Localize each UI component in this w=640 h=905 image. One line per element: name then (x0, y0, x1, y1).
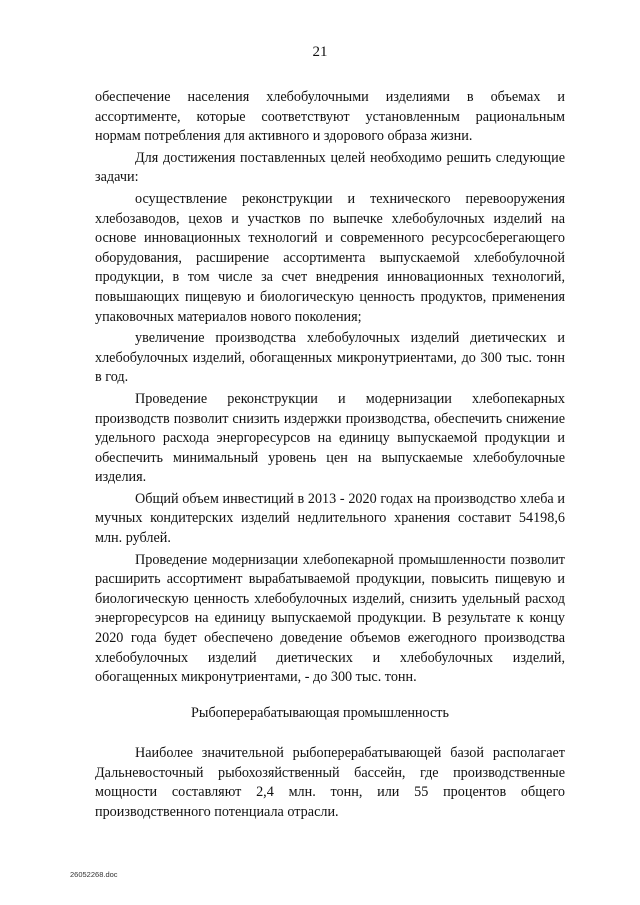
section-title: Рыбоперерабатывающая промышленность (191, 705, 449, 721)
paragraph: осуществление реконструкции и технического перевооружения хлебозаводов, цехов и участков по выпечке хлебобулочных изделий на основе инновационных технологий и современного ресурсосберегающего оборудования, расширение ассортимента выпускаемой хлебобулочной продукции, в том числе за счет внедрения инновационных технологий, повышающих пищевую и биологическую ценность продуктов, применения упаковочных материалов нового поколения; (95, 190, 565, 325)
paragraph: Общий объем инвестиций в 2013 - 2020 годах на производство хлеба и мучных кондитерских изделий недлительного хранения составит 54198,6 млн. рублей. (95, 490, 565, 547)
section-body-text (95, 744, 565, 822)
paragraph: Для достижения поставленных целей необходимо решить следующие задачи: (95, 149, 565, 186)
paragraph: Проведение модернизации хлебопекарной промышленности позволит расширить ассортимент вырабатываемой продукции, повысить пищевую и биологическую ценность хлебобулочных изделий, снизить удельный расход энергоресурсов на единицу выпускаемой продукции. В результате к концу 2020 года будет обеспечено доведение объемов ежегодного производства хлебобулочных изделий диетических и хлебобулочных изделий, обогащенных микронутриентами, - до 300 тыс. тонн. (95, 551, 565, 686)
paragraph: увеличение производства хлебобулочных изделий диетических и хлебобулочных изделий, обогащенных микронутриентами, до 300 тыс. тонн в год. (95, 330, 565, 386)
paragraph: обеспечение населения хлебобулочными изделиями в объемах и ассортименте, которые соответствуют установленным рациональным нормам потребления для активного и здорового образа жизни. (95, 89, 565, 145)
file-name-footer: 26052268.doc (70, 870, 118, 879)
body-text (95, 88, 565, 688)
paragraph: Проведение реконструкции и модернизации хлебопекарных производств позволит снизить издержки производства, обеспечить снижение удельного расхода энергоресурсов на единицу выпускаемой продукции и обеспечить минимальный уровень цен на выпускаемые хлебобулочные изделия. (95, 390, 565, 486)
paragraph: Наиболее значительной рыбоперерабатывающей базой располагает Дальневосточный рыбохозяйственный бассейн, где производственные мощности составляют 2,4 млн. тонн, или 55 процентов общего производственного потенциала отрасли. (95, 745, 565, 820)
page-number: 21 (312, 44, 328, 60)
